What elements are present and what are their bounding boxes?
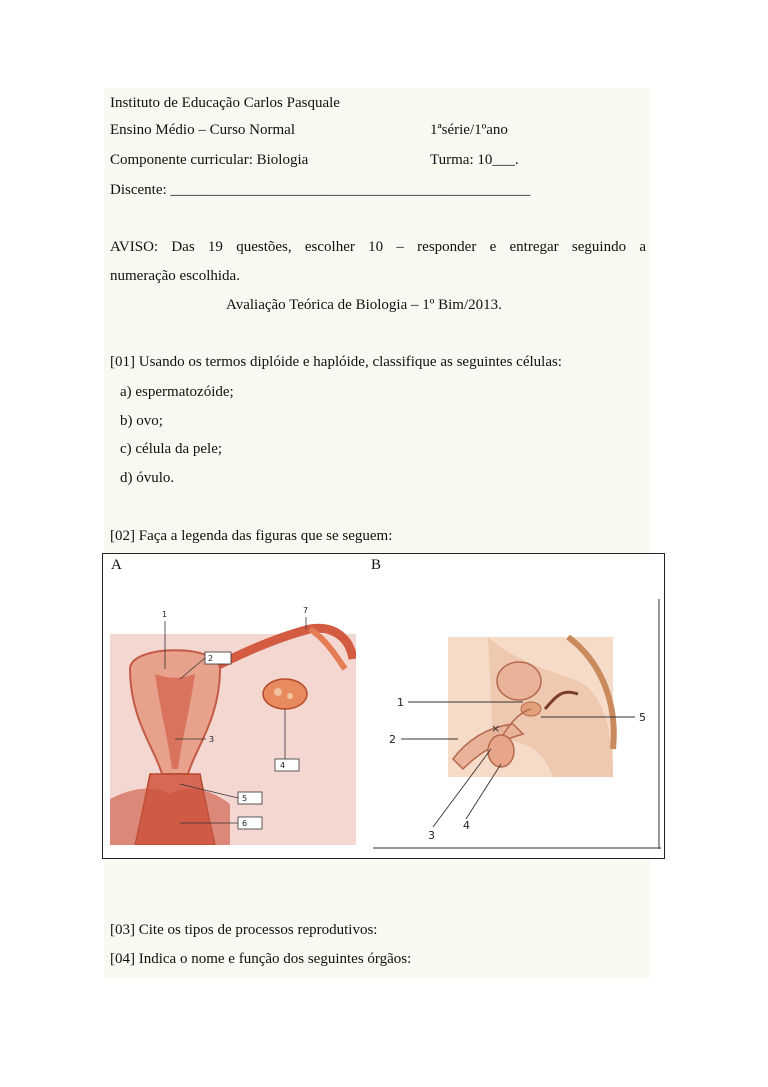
q01-item-c: c) célula da pele; [120, 441, 223, 457]
fig-a-number-2: 2 [208, 654, 214, 663]
fig-b-number-1: 1 [397, 696, 404, 709]
exam-title: Avaliação Teórica de Biologia – 1º Bim/2013. [226, 297, 502, 313]
notice-line-2: numeração escolhida. [110, 268, 240, 284]
course-name: Ensino Médio – Curso Normal [110, 122, 295, 138]
svg-text:×: × [491, 722, 501, 735]
figure-a-label: A [111, 557, 122, 573]
subject-label: Componente curricular: Biologia [110, 152, 309, 168]
figure-box [102, 553, 665, 859]
fig-b-number-5: 5 [639, 711, 646, 724]
fig-a-number-6: 6 [242, 819, 248, 828]
figure-b-label: B [371, 557, 382, 573]
notice-line-1: AVISO: Das 19 questões, escolher 10 – responder e entregar seguindo a [110, 239, 646, 255]
male-reproductive-diagram [373, 599, 661, 849]
fig-a-number-3: 3 [209, 735, 215, 744]
fig-a-number-1: 1 [162, 610, 168, 619]
fig-a-number-7: 7 [303, 606, 309, 615]
grade-label: 1ªsérie/1ºano [430, 122, 508, 138]
student-field: Discente: ________________________________________________ [110, 182, 531, 198]
question-04: [04] Indica o nome e função dos seguintes órgãos: [110, 951, 412, 967]
fig-b-number-2: 2 [389, 733, 396, 746]
fig-b-number-4: 4 [463, 819, 470, 832]
question-03: [03] Cite os tipos de processos reprodutivos: [110, 922, 378, 938]
fig-a-number-5: 5 [242, 794, 248, 803]
q01-item-d: d) óvulo. [120, 470, 175, 486]
class-label: Turma: 10___. [430, 152, 519, 168]
q01-item-a: a) espermatozóide; [120, 384, 234, 400]
fig-a-number-4: 4 [280, 761, 286, 770]
female-reproductive-diagram [110, 599, 356, 845]
institution-name: Instituto de Educação Carlos Pasquale [110, 95, 340, 111]
question-02: [02] Faça a legenda das figuras que se seguem: [110, 528, 393, 544]
fig-b-number-3: 3 [428, 829, 435, 842]
q01-item-b: b) ovo; [120, 413, 163, 429]
question-01: [01] Usando os termos diplóide e haplóide, classifique as seguintes células: [110, 354, 562, 370]
